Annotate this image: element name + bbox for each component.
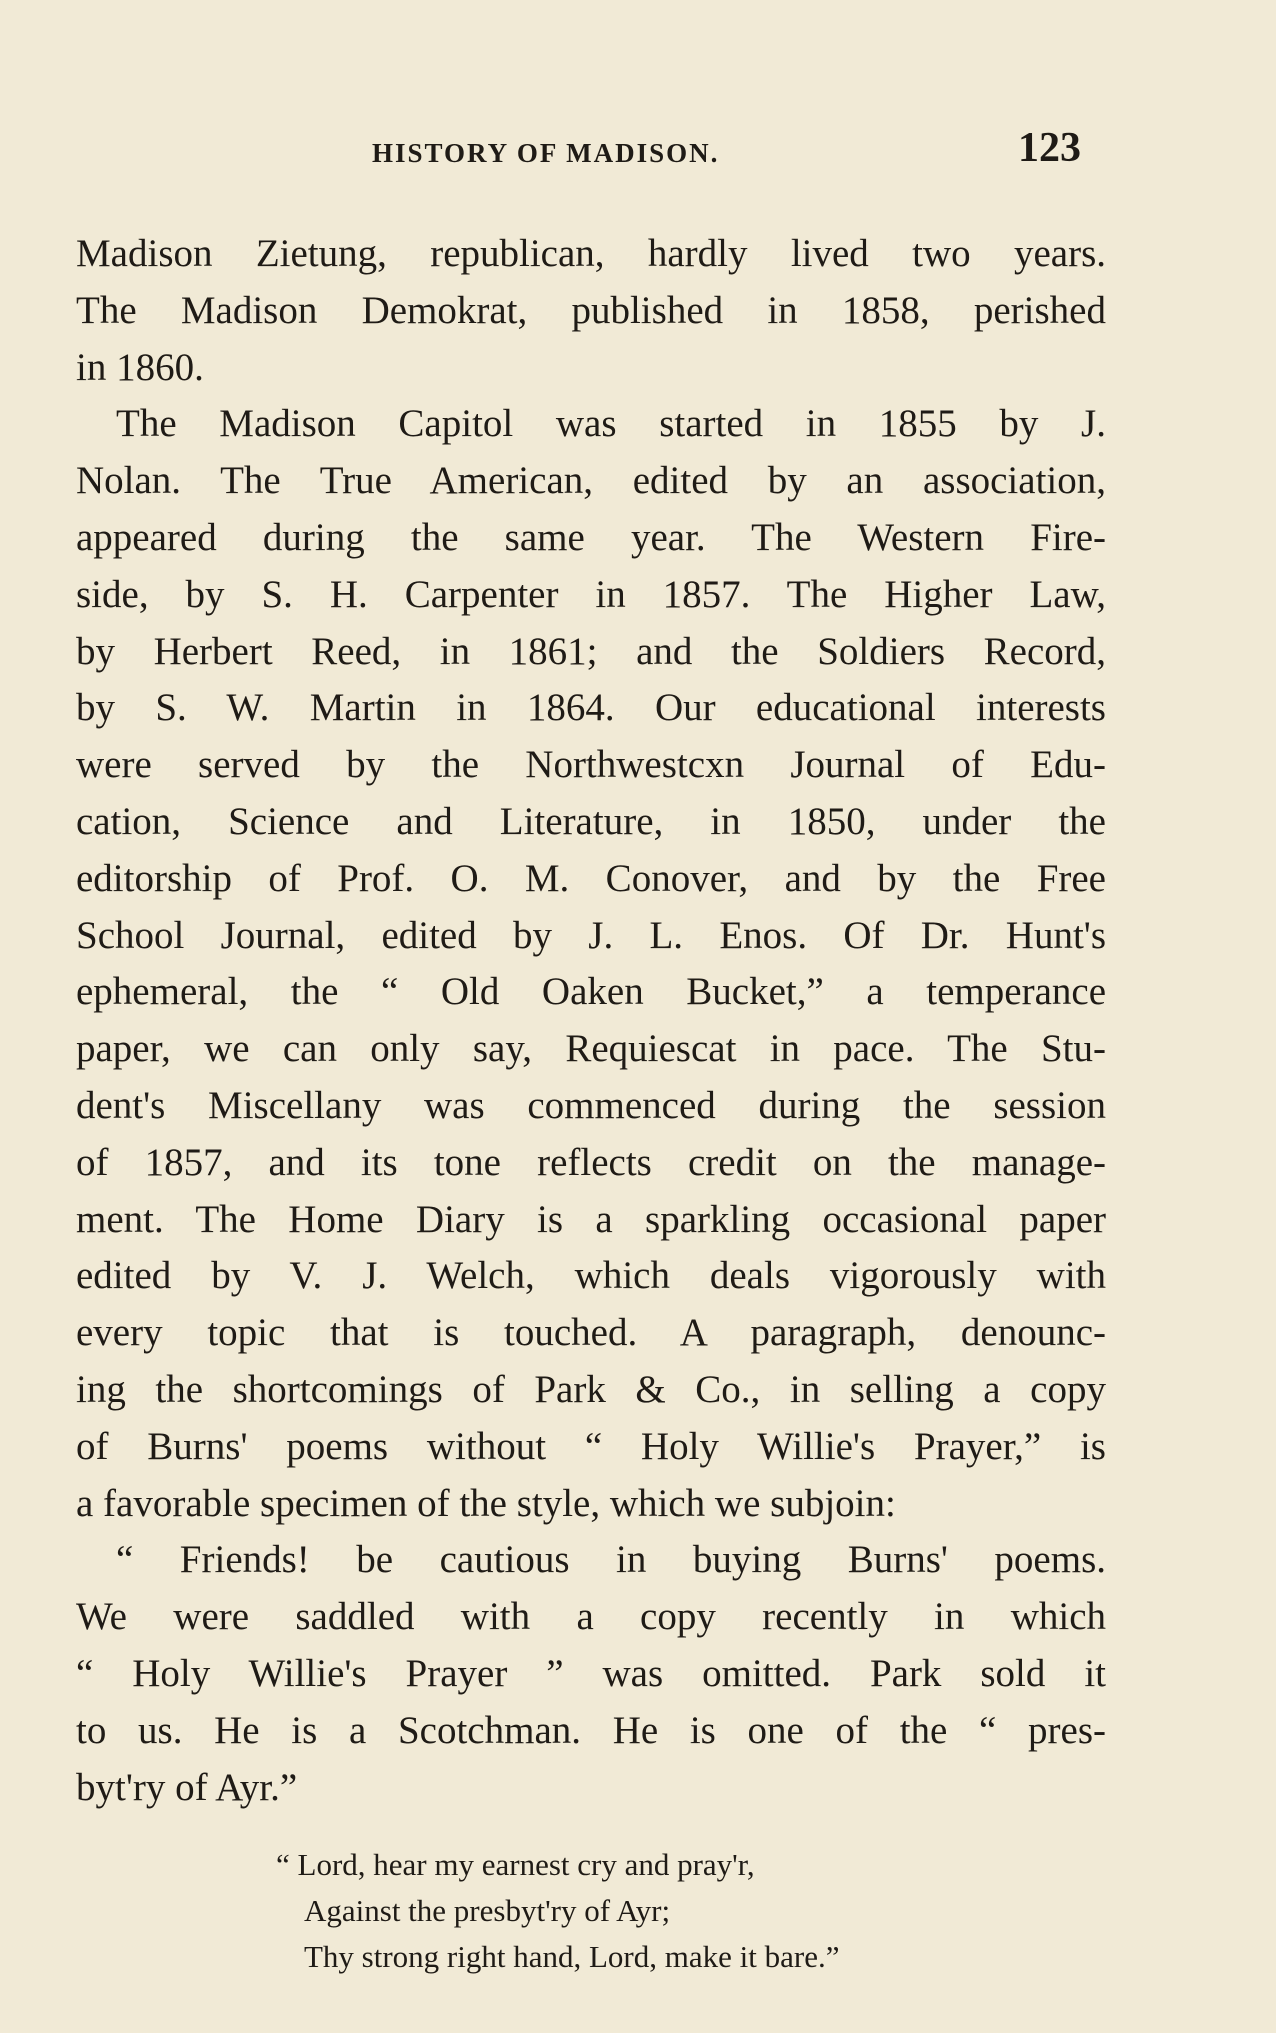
text-line: by S. W. Martin in 1864. Our educational interests	[76, 686, 1106, 730]
text-line: editorship of Prof. O. M. Conover, and by the Free	[76, 856, 1106, 900]
text-line: paper, we can only say, Requiescat in pace. The Stu-	[76, 1027, 1106, 1071]
text-line: Nolan. The True American, edited by an association,	[76, 459, 1106, 503]
text-line: cation, Science and Literature, in 1850, under the	[76, 799, 1106, 843]
verse-line: Against the presbyt'ry of Ayr;	[304, 1893, 671, 1928]
text-line: byt'ry of Ayr.”	[76, 1765, 298, 1809]
text-line: School Journal, edited by J. L. Enos. Of Dr. Hunt's	[76, 913, 1106, 957]
text-line: every topic that is touched. A paragraph, denounc-	[76, 1311, 1106, 1355]
text-line: appeared during the same year. The Western Fire-	[76, 515, 1106, 559]
text-line: ment. The Home Diary is a sparkling occasional paper	[76, 1197, 1106, 1241]
text-line: side, by S. H. Carpenter in 1857. The Higher Law,	[76, 572, 1106, 616]
text-line: by Herbert Reed, in 1861; and the Soldiers Record,	[76, 629, 1106, 673]
text-line: in 1860.	[76, 345, 204, 389]
text-line: The Madison Capitol was started in 1855 by J.	[116, 402, 1106, 446]
verse-line: Thy strong right hand, Lord, make it bare.”	[304, 1939, 840, 1974]
text-line: were served by the Northwestcxn Journal of Edu-	[76, 743, 1106, 787]
verse-block	[276, 1842, 839, 1980]
text-line: “ Friends! be cautious in buying Burns' poems.	[116, 1538, 1106, 1582]
text-line: “ Holy Willie's Prayer ” was omitted. Park sold it	[76, 1651, 1106, 1695]
page-number: 123	[1018, 125, 1081, 171]
text-line: of 1857, and its tone reflects credit on the manage-	[76, 1140, 1106, 1184]
text-line: ing the shortcomings of Park & Co., in selling a copy	[76, 1367, 1106, 1411]
body-text	[76, 226, 1106, 1816]
text-line: We were saddled with a copy recently in which	[76, 1595, 1106, 1639]
text-line: Madison Zietung, republican, hardly lived two years.	[76, 232, 1106, 275]
verse-line: “ Lord, hear my earnest cry and pray'r,	[276, 1847, 755, 1882]
text-line: dent's Miscellany was commenced during the session	[76, 1083, 1106, 1127]
text-line: of Burns' poems without “ Holy Willie's Prayer,” is	[76, 1424, 1106, 1468]
text-line: edited by V. J. Welch, which deals vigorously with	[76, 1254, 1106, 1298]
text-line: The Madison Demokrat, published in 1858, perished	[76, 288, 1106, 332]
text-line: to us. He is a Scotchman. He is one of the “ pres-	[76, 1708, 1106, 1752]
running-head: HISTORY OF MADISON.	[372, 138, 720, 168]
text-line: a favorable specimen of the style, which we subjoin:	[76, 1481, 896, 1525]
text-line: ephemeral, the “ Old Oaken Bucket,” a temperance	[76, 970, 1106, 1014]
